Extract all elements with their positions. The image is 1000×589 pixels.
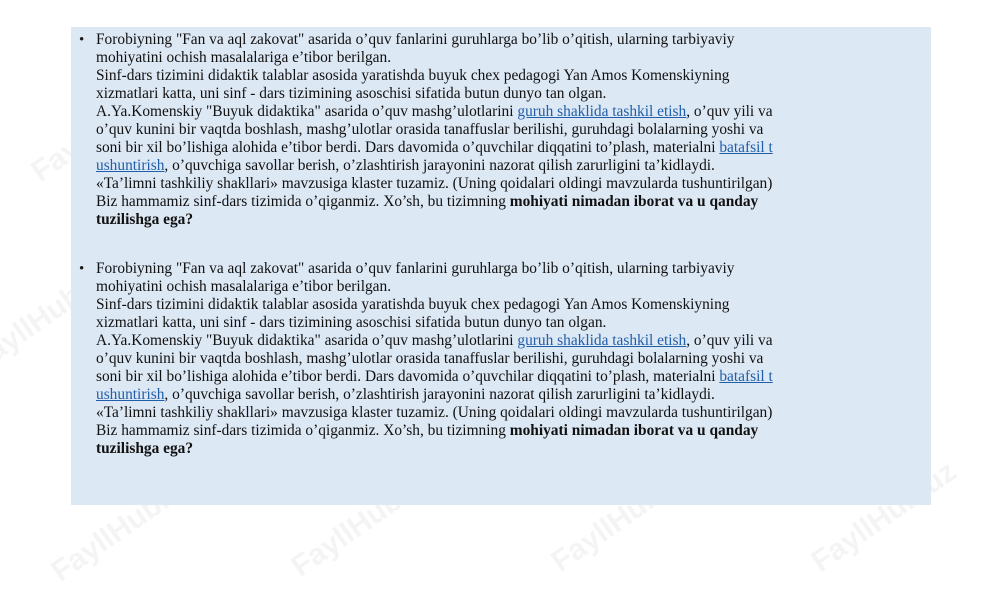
text-segment: xizmatlari katta, uni sinf - dars tizimining asoschisi sifatida butun dunyo tan olgan. xyxy=(96,314,607,331)
text-segment: , o’quvchiga savollar berish, o’zlashtirish jarayonini nazorat qilish zarurligini ta’kidlaydi. xyxy=(164,386,715,403)
text-line xyxy=(96,49,926,67)
text-segment: soni bir xil bo’lishiga alohida e’tibor berdi. Dars davomida o’quvchilar diqqatini to’plash, materialni xyxy=(96,368,720,385)
text-segment: , o’quv yili va xyxy=(686,332,773,349)
bullet-marker: • xyxy=(79,261,85,277)
text-segment: Sinf-dars tizimini didaktik talablar asosida yaratishda buyuk chex pedagogi Yan Amos Komenskiyning xyxy=(96,296,730,313)
bullet-text xyxy=(96,31,926,229)
text-line xyxy=(96,175,926,193)
text-line xyxy=(96,139,926,157)
text-segment: , o’quvchiga savollar berish, o’zlashtirish jarayonini nazorat qilish zarurligini ta’kidlaydi. xyxy=(164,157,715,174)
text-line xyxy=(96,422,926,440)
text-line xyxy=(96,211,926,229)
text-line xyxy=(96,157,926,175)
text-segment: Sinf-dars tizimini didaktik talablar asosida yaratishda buyuk chex pedagogi Yan Amos Komenskiyning xyxy=(96,67,730,84)
text-segment: «Ta’limni tashkiliy shakllari» mavzusiga klaster tuzamiz. (Uning qoidalari oldingi mavzularda tushuntirilgan) xyxy=(96,175,773,192)
hyperlink[interactable]: guruh shaklida tashkil etish xyxy=(517,332,687,349)
hyperlink[interactable]: ushuntirish xyxy=(96,157,165,174)
text-line xyxy=(96,260,926,278)
text-segment: Biz hammamiz sinf-dars tizimida o’qiganmiz. Xo’sh, bu tizimning xyxy=(96,422,510,439)
hyperlink[interactable]: batafsil t xyxy=(719,139,773,156)
text-segment: Forobiyning "Fan va aql zakovat" asarida o’quv fanlarini guruhlarga bo’lib o’qitish, ularning tarbiyaviy xyxy=(96,31,735,48)
text-segment: mohiyatini ochish masalalariga e’tibor berilgan. xyxy=(96,278,392,295)
text-line xyxy=(96,350,926,368)
bold-text: mohiyati nimadan iborat va u qanday xyxy=(509,422,759,439)
text-segment: o’quv kunini bir vaqtda boshlash, mashg’ulotlar orasida tanaffuslar berilishi, guruhdagi bolalarning yoshi va xyxy=(96,121,764,138)
text-line xyxy=(96,278,926,296)
text-segment: «Ta’limni tashkiliy shakllari» mavzusiga klaster tuzamiz. (Uning qoidalari oldingi mavzularda tushuntirilgan) xyxy=(96,404,773,421)
text-line xyxy=(96,296,926,314)
text-segment: A.Ya.Komenskiy "Buyuk didaktika" asarida o’quv mashg’ulotlarini xyxy=(96,103,518,120)
text-line xyxy=(96,386,926,404)
text-segment: , o’quv yili va xyxy=(686,103,773,120)
bold-text: tuzilishga ega? xyxy=(96,211,194,228)
bold-text: mohiyati nimadan iborat va u qanday xyxy=(509,193,759,210)
text-line xyxy=(96,121,926,139)
bullet-marker: • xyxy=(79,32,85,48)
text-segment: xizmatlari katta, uni sinf - dars tizimining asoschisi sifatida butun dunyo tan olgan. xyxy=(96,85,607,102)
text-line xyxy=(96,103,926,121)
hyperlink[interactable]: batafsil t xyxy=(719,368,773,385)
text-line xyxy=(96,85,926,103)
hyperlink[interactable]: ushuntirish xyxy=(96,386,165,403)
text-line xyxy=(96,332,926,350)
text-line xyxy=(96,440,926,458)
content-panel xyxy=(71,27,931,505)
text-segment: Forobiyning "Fan va aql zakovat" asarida o’quv fanlarini guruhlarga bo’lib o’qitish, ularning tarbiyaviy xyxy=(96,260,735,277)
text-line xyxy=(96,314,926,332)
text-line xyxy=(96,31,926,49)
text-segment: Biz hammamiz sinf-dars tizimida o’qiganmiz. Xo’sh, bu tizimning xyxy=(96,193,510,210)
bullet-text xyxy=(96,260,926,458)
text-segment: mohiyatini ochish masalalariga e’tibor berilgan. xyxy=(96,49,392,66)
text-line xyxy=(96,368,926,386)
text-line xyxy=(96,67,926,85)
hyperlink[interactable]: guruh shaklida tashkil etish xyxy=(517,103,687,120)
text-line xyxy=(96,193,926,211)
text-segment: A.Ya.Komenskiy "Buyuk didaktika" asarida o’quv mashg’ulotlarini xyxy=(96,332,518,349)
text-line xyxy=(96,404,926,422)
text-segment: o’quv kunini bir vaqtda boshlash, mashg’ulotlar orasida tanaffuslar berilishi, guruhdagi bolalarning yoshi va xyxy=(96,350,764,367)
bold-text: tuzilishga ega? xyxy=(96,440,194,457)
text-segment: soni bir xil bo’lishiga alohida e’tibor berdi. Dars davomida o’quvchilar diqqatini to’plash, materialni xyxy=(96,139,720,156)
